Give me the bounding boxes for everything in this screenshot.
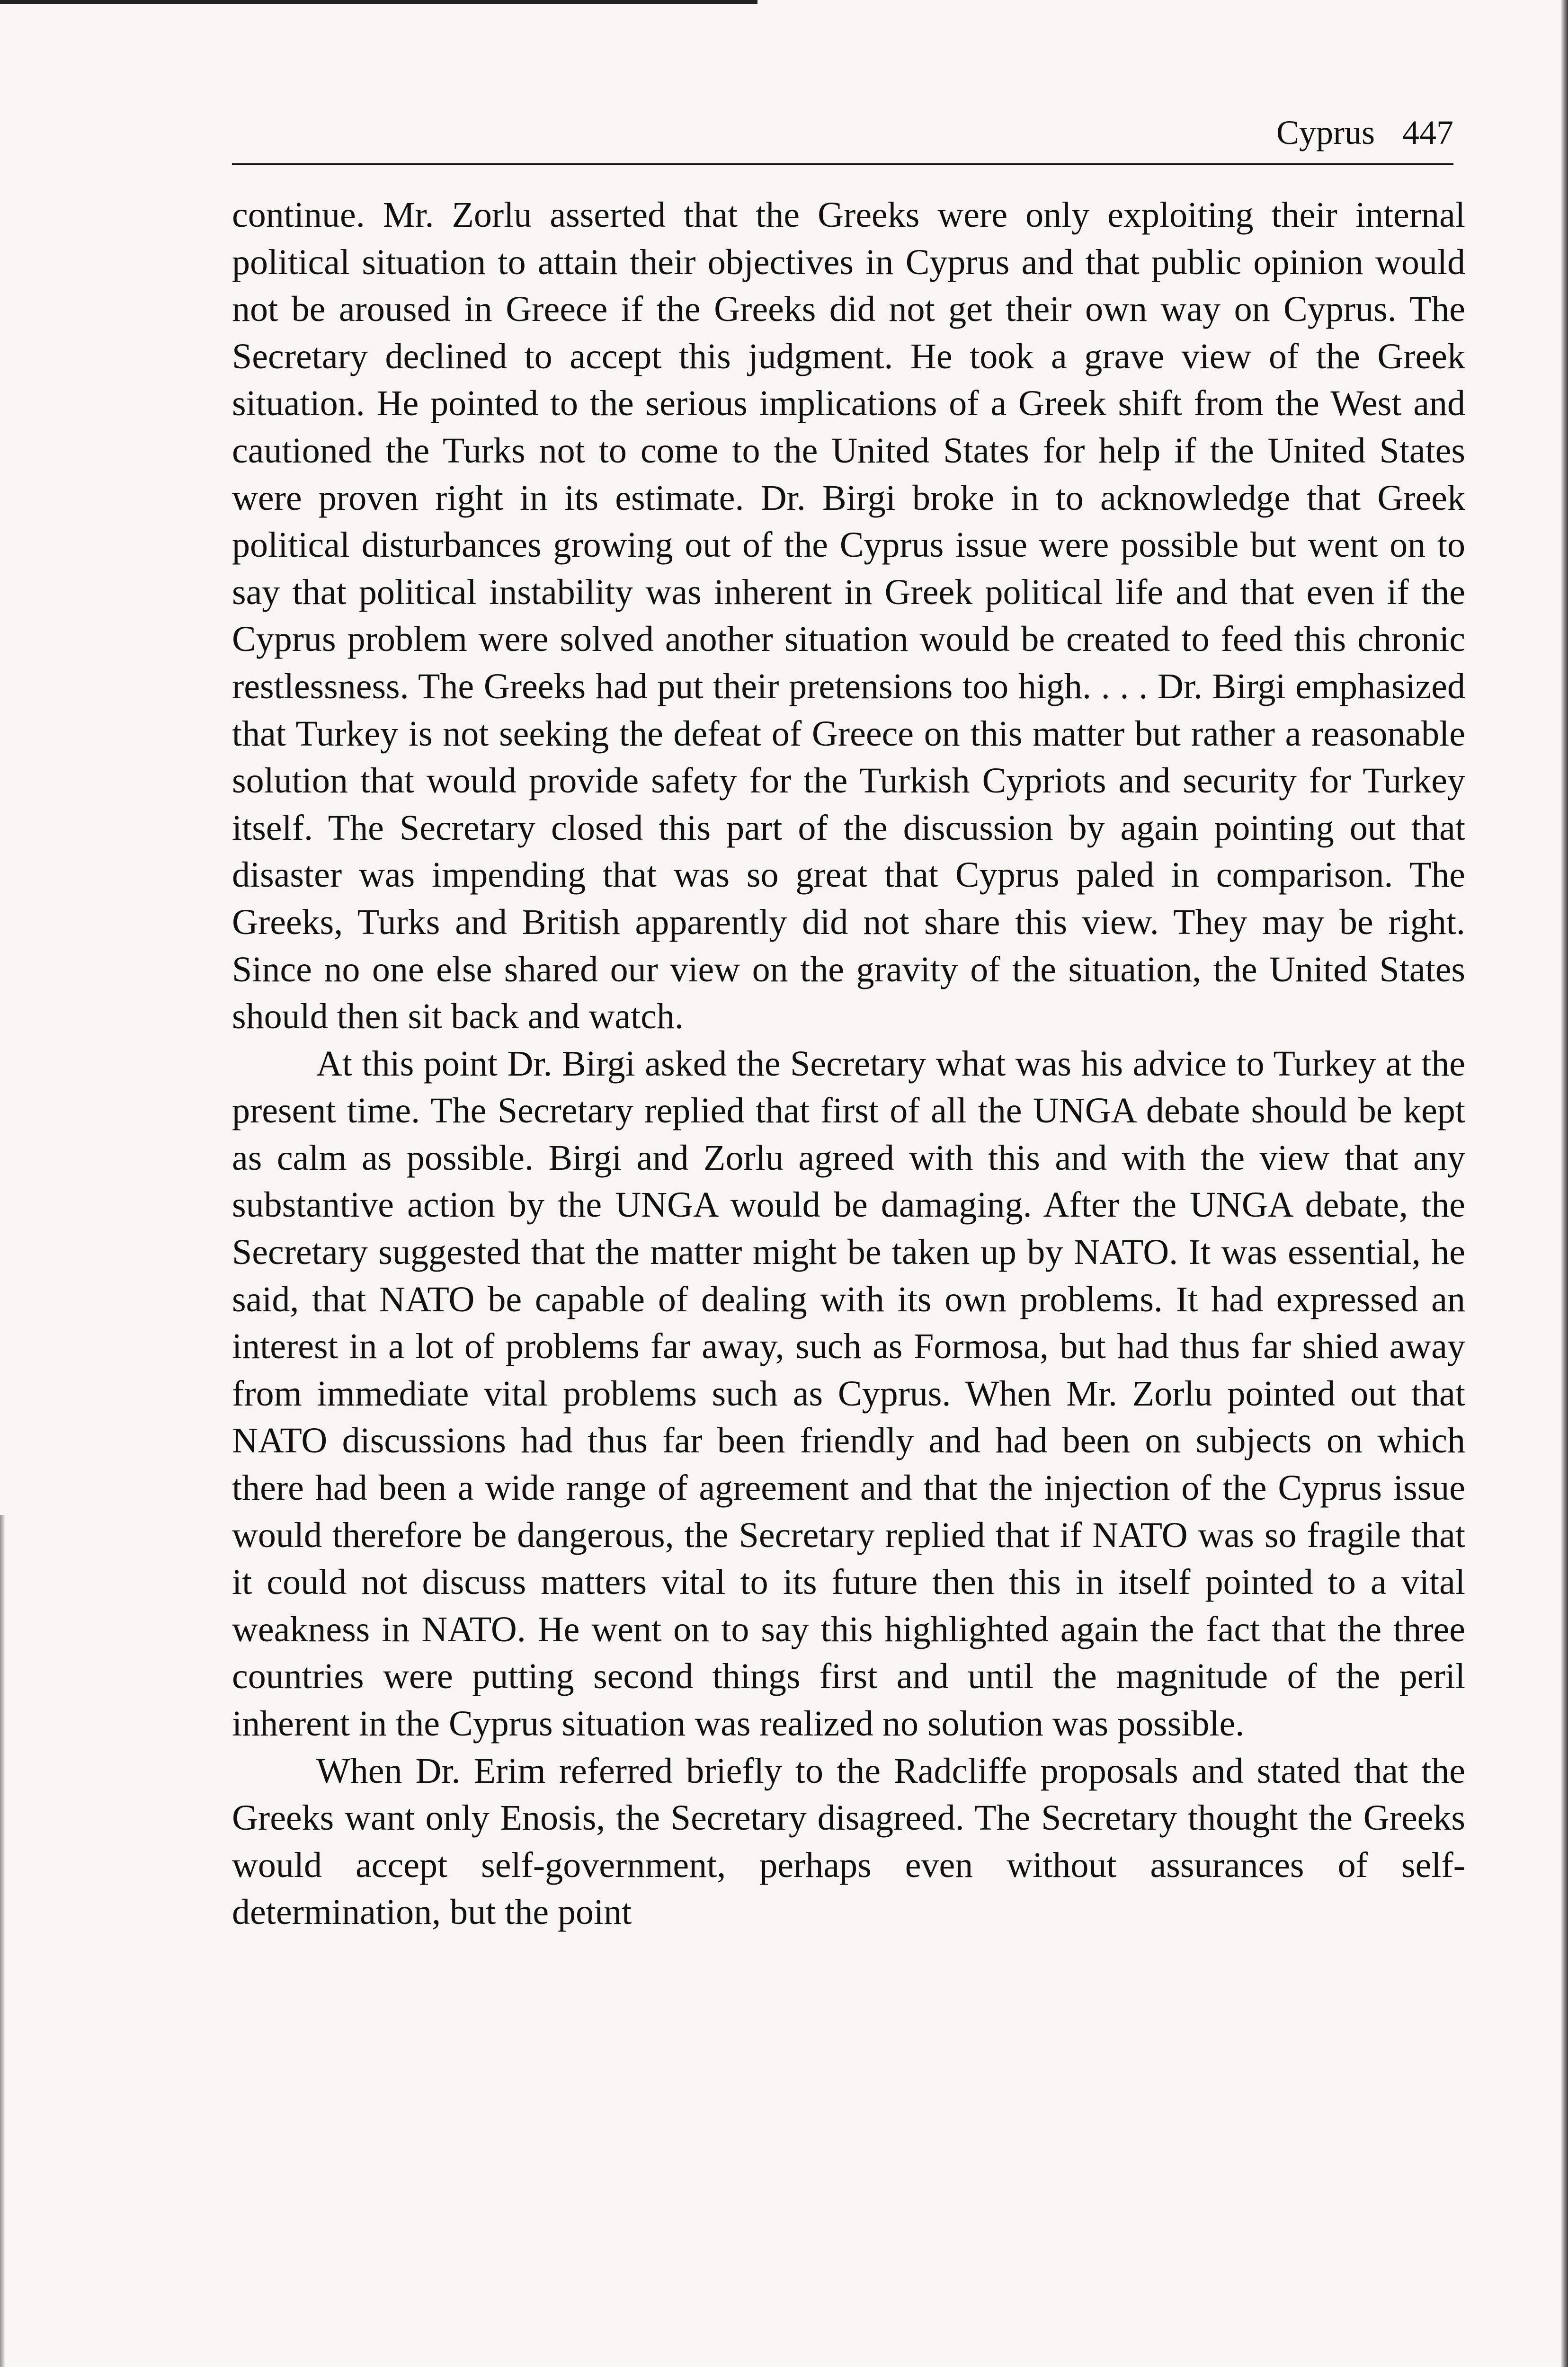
top-scan-rule <box>0 0 757 4</box>
page-body <box>232 192 1465 1936</box>
paragraph: When Dr. Erim referred briefly to the Radcliffe proposals and stated that the Greeks want only Enosis, the Secretary disagreed. The Secretary thought the Greeks would accept self-government, perhaps even without assurances of self-determination, but the point <box>232 1751 1465 1932</box>
paragraph: continue. Mr. Zorlu asserted that the Greeks were only exploiting their internal political situation to attain their objectives in Cyprus and that public opinion would not be aroused in Greece if the Greeks did not get their own way on Cyprus. The Secretary declined to accept this judgment. He took a grave view of the Greek situation. He pointed to the serious implications of a Greek shift from the West and cautioned the Turks not to come to the United States for help if the United States were proven right in its estimate. Dr. Birgi broke in to acknowledge that Greek political disturbances growing out of the Cyprus issue were possible but went on to say that political instability was inherent in Greek political life and that even if the Cyprus problem were solved another situation would be created to feed this chronic restlessness. The Greeks had put their pretensions too high. . . . Dr. Birgi emphasized that Turkey is not seeking the defeat of Greece on this matter but rather a reasonable solution that would provide safety for the Turkish Cypriots and security for Turkey itself. The Secretary closed this part of the discussion by again pointing out that disaster was impending that was so great that Cyprus paled in comparison. The Greeks, Turks and British apparently did not share this view. They may be right. Since no one else shared our view on the gravity of the situation, the United States should then sit back and watch. <box>232 195 1465 1037</box>
paragraph: At this point Dr. Birgi asked the Secretary what was his advice to Turkey at the present time. The Secretary replied that first of all the UNGA debate should be kept as calm as possible. Birgi and Zorlu agreed with this and with the view that any substantive action by the UNGA would be damaging. After the UNGA debate, the Secretary suggested that the matter might be taken up by NATO. It was essential, he said, that NATO be capable of dealing with its own problems. It had expressed an interest in a lot of problems far away, such as Formosa, but had thus far shied away from immediate vital problems such as Cyprus. When Mr. Zorlu pointed out that NATO discussions had thus far been friendly and had been on subjects on which there had been a wide range of agreement and that the injection of the Cyprus issue would therefore be dangerous, the Secretary replied that if NATO was so fragile that it could not discuss matters vital to its future then this in itself pointed to a vital weakness in NATO. He went on to say this highlighted again the fact that the three countries were putting second things first and until the magnitude of the peril inherent in the Cyprus situation was realized no solution was possible. <box>232 1043 1465 1744</box>
page-number: 447 <box>1402 114 1453 151</box>
page-left-shadow <box>0 1515 5 2367</box>
running-head <box>232 111 1453 165</box>
page-binding-edge <box>1561 0 1568 2367</box>
running-head-section: Cyprus <box>1276 114 1375 151</box>
